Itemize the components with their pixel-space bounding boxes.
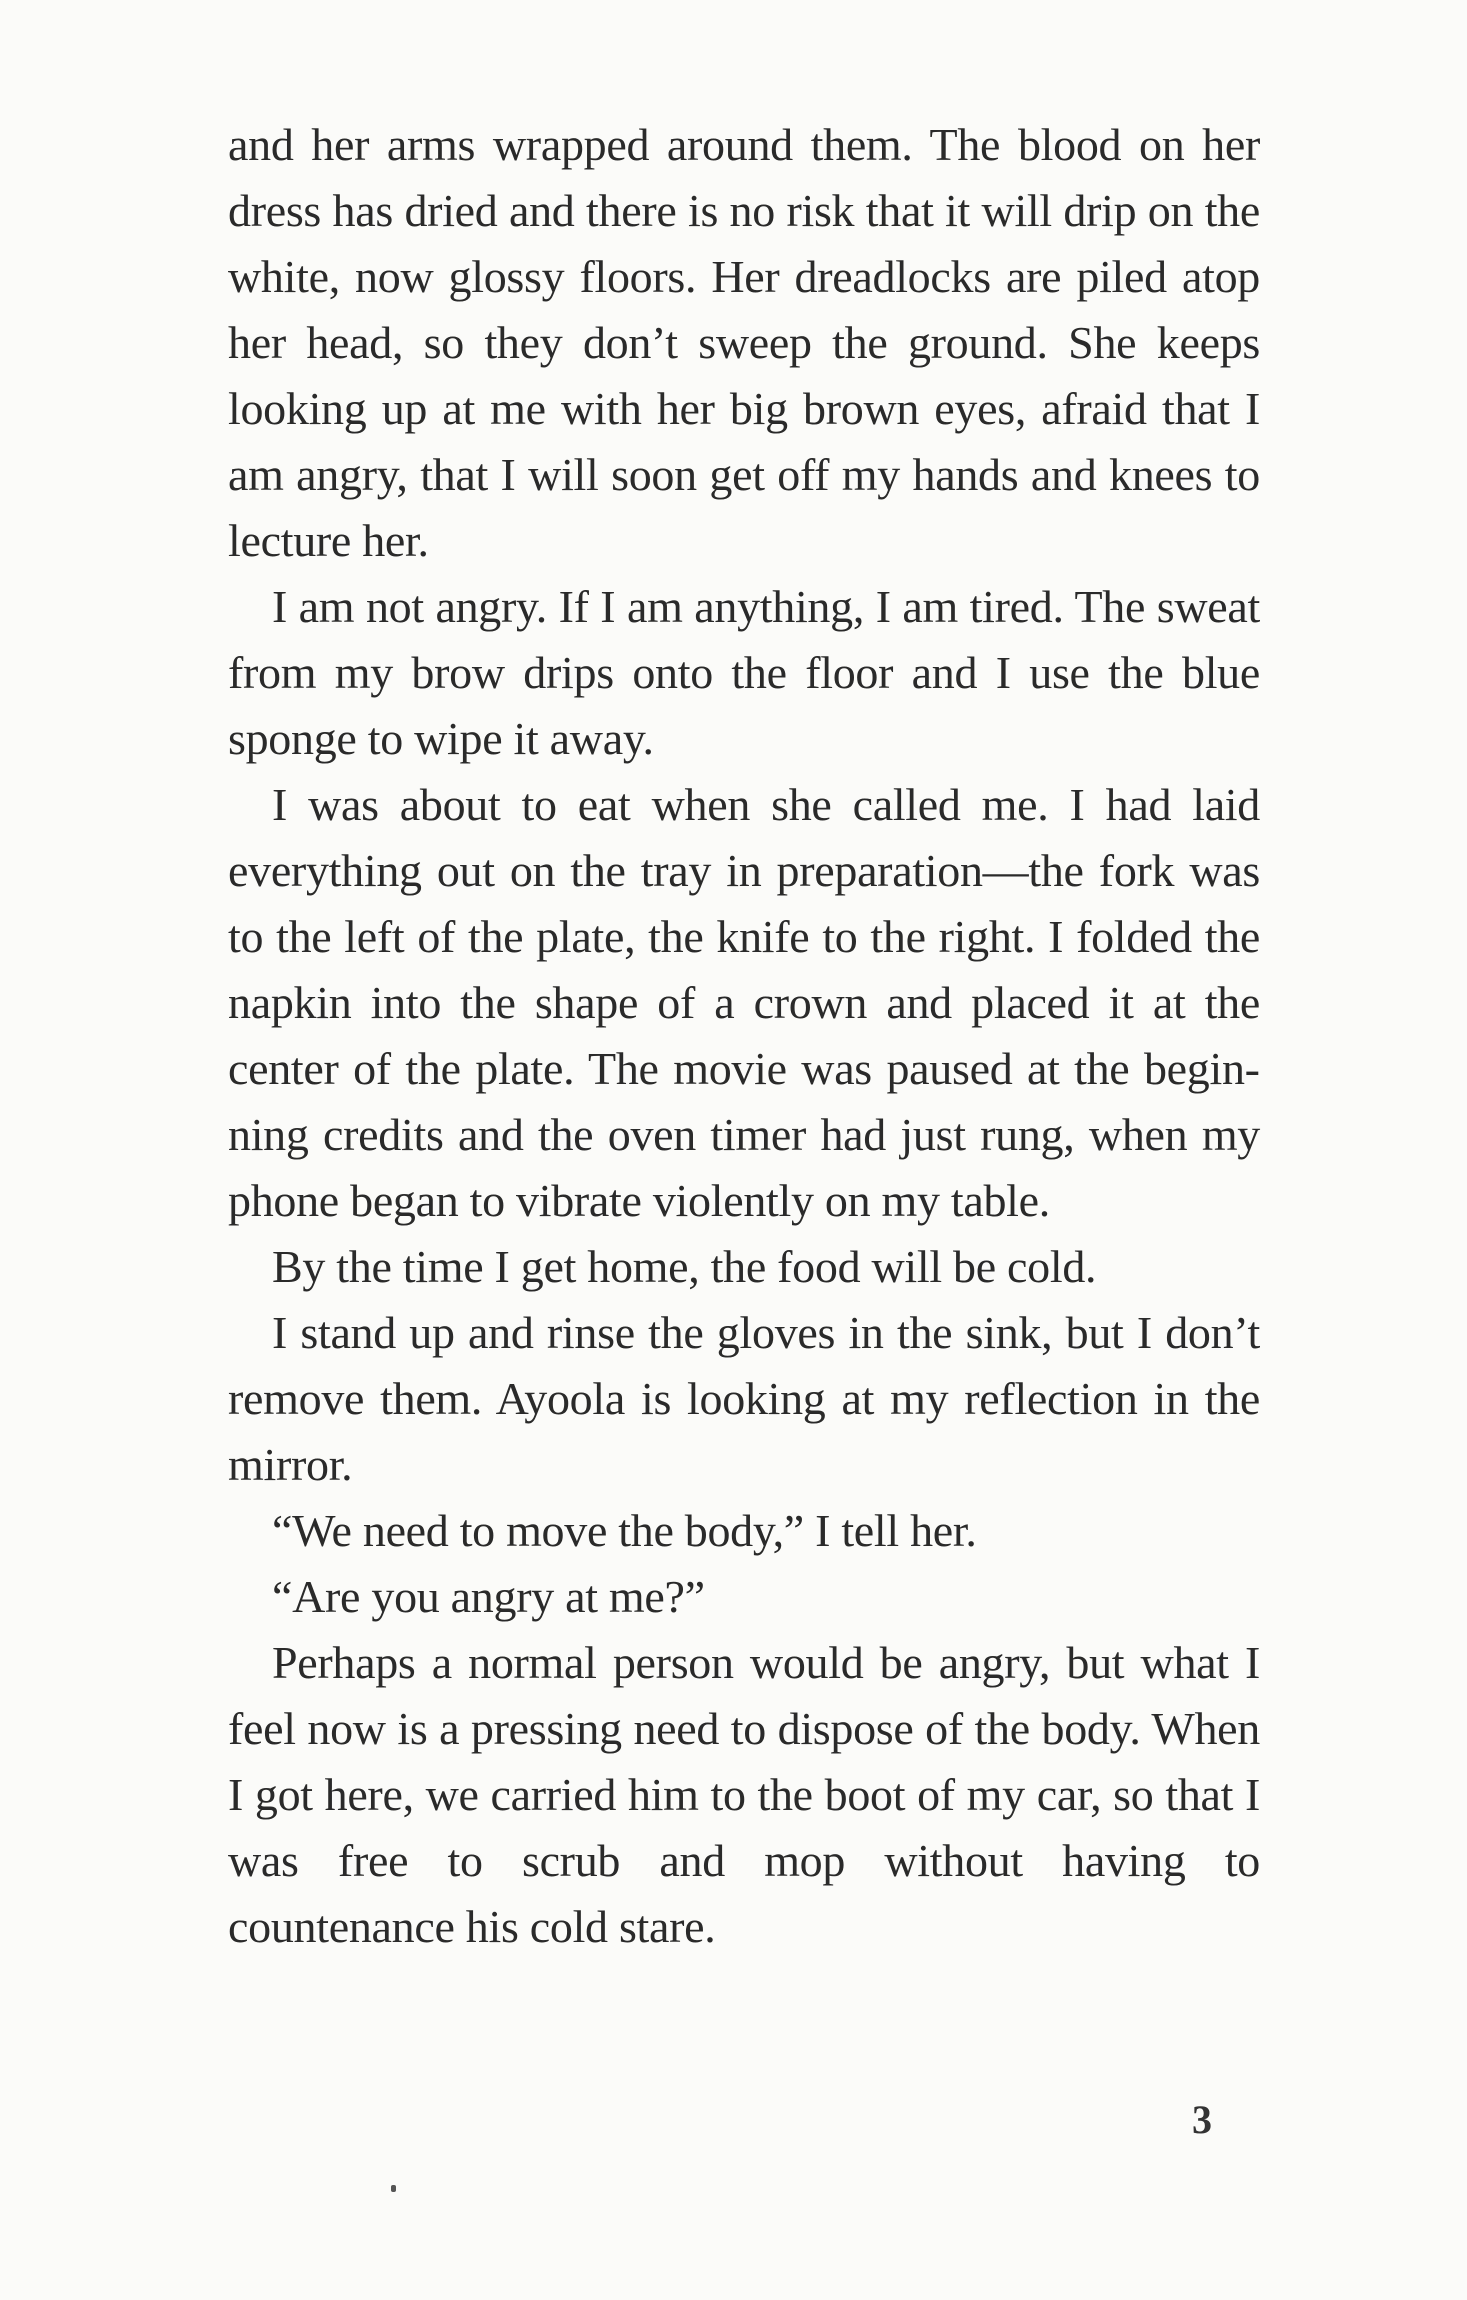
paragraph: “Are you angry at me?”: [272, 1571, 705, 1622]
paragraph: Perhaps a normal person would be angry, but what I feel now is a pressing need to dispose of the body. When I got here, we carried him to the boot of my car, so that I was free to scrub and mop without having to countenance his cold stare.: [228, 1637, 1260, 1952]
page-number: 3: [1192, 2097, 1212, 2142]
paragraph: I was about to eat when she called me. I had laid everything out on the tray in preparation—the fork was to the left of the plate, the knife to the right. I folded the napkin into the shape of a crown and placed it at the center of the plate. The movie was paused at the beginning credits and the oven timer had just rung, when my phone began to vibrate violently on my table.: [228, 779, 1260, 1226]
print-speck: [391, 2185, 396, 2192]
body-text: [228, 112, 1260, 1960]
paragraph: and her arms wrapped around them. The blood on her dress has dried and there is no risk that it will drip on the white, now glossy floors. Her dreadlocks are piled atop her head, so they don’t sweep the ground. She keeps looking up at me with her big brown eyes, afraid that I am angry, that I will soon get off my hands and knees to lecture her.: [228, 119, 1260, 566]
paragraph: I am not angry. If I am anything, I am tired. The sweat from my brow drips onto the floor and I use the blue sponge to wipe it away.: [228, 581, 1260, 764]
paragraph: By the time I get home, the food will be cold.: [272, 1241, 1097, 1292]
paragraph: “We need to move the body,” I tell her.: [272, 1505, 977, 1556]
paragraph: I stand up and rinse the gloves in the sink, but I don’t remove them. Ayoola is looking at my reflection in the mirror.: [228, 1307, 1260, 1490]
